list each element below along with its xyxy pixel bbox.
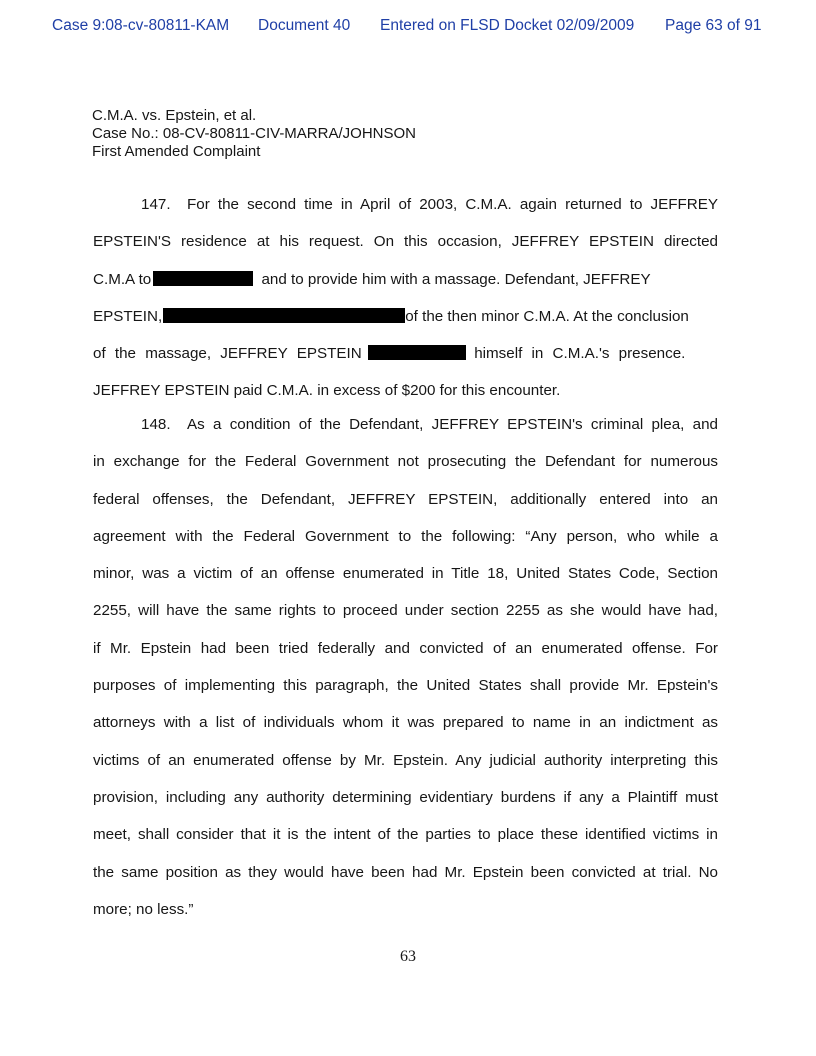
para147-line-5: of the massage, JEFFREY EPSTEIN himself in C.M.A.'s presence. xyxy=(93,345,686,363)
para147-line-6: JEFFREY EPSTEIN paid C.M.A. in excess of $200 for this encounter. xyxy=(93,382,561,400)
redaction-bar xyxy=(368,345,466,360)
redaction-bar xyxy=(163,308,405,323)
header-case-number: Case 9:08-cv-80811-KAM xyxy=(52,17,230,34)
para148-line-13: the same position as they would have been had Mr. Epstein been convicted at trial. No xyxy=(93,863,718,881)
paragraph-147 xyxy=(93,186,718,410)
paragraph-number: 148. xyxy=(141,416,171,433)
paragraph-148 xyxy=(93,406,718,928)
docket-header xyxy=(0,17,816,37)
header-entered-date: Entered on FLSD Docket 02/09/2009 xyxy=(380,17,635,34)
caption-case-no: Case No.: 08-CV-80811-CIV-MARRA/JOHNSON xyxy=(92,125,416,142)
redaction-bar xyxy=(153,271,253,286)
paragraph-number: 147. xyxy=(141,196,171,213)
para148-line-9: attorneys with a list of individuals whom it was prepared to name in an indictment as xyxy=(93,714,718,732)
para148-line-11: provision, including any authority determining evidentiary burdens if any a Plaintiff must xyxy=(93,788,718,806)
case-caption xyxy=(92,107,416,161)
para147-line-1: 147. For the second time in April of 2003, C.M.A. again returned to JEFFREY xyxy=(93,186,718,223)
para148-line-1: 148. As a condition of the Defendant, JEFFREY EPSTEIN's criminal plea, and xyxy=(93,406,718,443)
para148-line-7: if Mr. Epstein had been tried federally and convicted of an enumerated offense. For xyxy=(93,639,718,657)
para148-line-4: agreement with the Federal Government to the following: “Any person, who while a xyxy=(93,527,718,545)
para148-line-3: federal offenses, the Defendant, JEFFREY EPSTEIN, additionally entered into an xyxy=(93,490,718,508)
para147-line-4: EPSTEIN, of the then minor C.M.A. At the conclusion xyxy=(93,307,689,325)
para148-line-8: purposes of implementing this paragraph, the United States shall provide Mr. Epstein's xyxy=(93,677,718,695)
para148-line-5: minor, was a victim of an offense enumerated in Title 18, United States Code, Section xyxy=(93,565,718,583)
para148-line-12: meet, shall consider that it is the intent of the parties to place these identified victims in xyxy=(93,826,718,844)
para148-line-14: more; no less.” xyxy=(93,900,194,918)
caption-document-title: First Amended Complaint xyxy=(92,143,261,160)
caption-parties: C.M.A. vs. Epstein, et al. xyxy=(92,107,257,124)
para147-line-3: C.M.A to and to provide him with a massage. Defendant, JEFFREY xyxy=(93,270,651,288)
header-document-number: Document 40 xyxy=(258,17,351,34)
page-number: 63 xyxy=(400,948,416,965)
header-page-count: Page 63 of 91 xyxy=(665,17,762,34)
para147-line-2: EPSTEIN'S residence at his request. On this occasion, JEFFREY EPSTEIN directed xyxy=(93,233,718,251)
para148-line-2: in exchange for the Federal Government not prosecuting the Defendant for numerous xyxy=(93,453,718,471)
para148-line-10: victims of an enumerated offense by Mr. Epstein. Any judicial authority interpreting this xyxy=(93,751,718,769)
para148-line-6: 2255, will have the same rights to proceed under section 2255 as she would have had, xyxy=(93,602,718,620)
